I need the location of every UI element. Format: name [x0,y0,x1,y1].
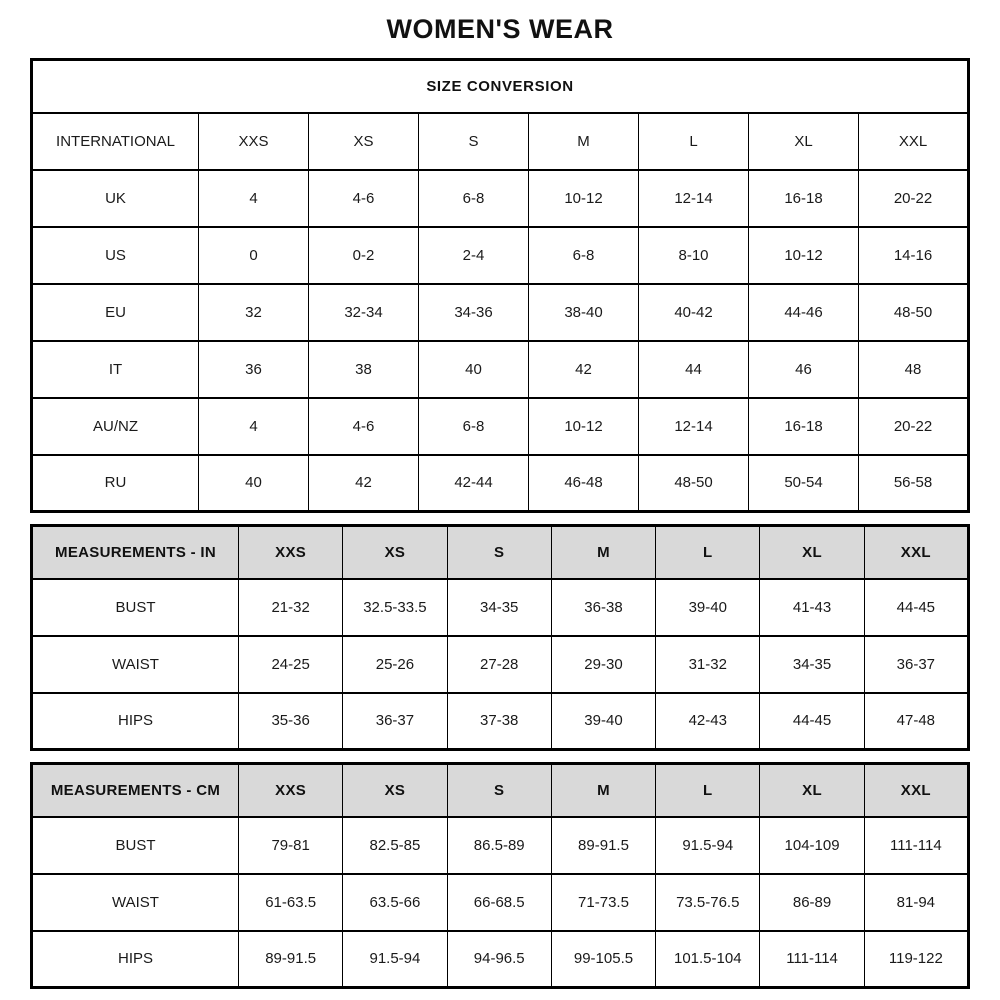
cell: 94-96.5 [447,931,551,988]
row-label: US [32,227,199,284]
measurements-in-table [30,524,970,751]
cell: 12-14 [639,170,749,227]
cell: 41-43 [760,579,864,636]
table-header-row [32,113,969,170]
cell: 36-37 [343,693,447,750]
cell: 73.5-76.5 [656,874,760,931]
column-header-international: INTERNATIONAL [32,113,199,170]
table-row-uk [32,170,969,227]
cell: 82.5-85 [343,817,447,874]
cell: 34-35 [447,579,551,636]
cell: 6-8 [529,227,639,284]
cell: 39-40 [551,693,655,750]
column-header-xxl: XXL [859,113,969,170]
cell: 16-18 [749,170,859,227]
cell: 8-10 [639,227,749,284]
cell: 4-6 [309,398,419,455]
column-header-l: L [656,526,760,579]
cell: 46-48 [529,455,639,512]
column-header-s: S [447,526,551,579]
row-label: BUST [32,579,239,636]
cell: 81-94 [864,874,968,931]
cell: 4-6 [309,170,419,227]
cell: 27-28 [447,636,551,693]
row-label: BUST [32,817,239,874]
column-header-xxs: XXS [199,113,309,170]
table-row-bust [32,817,969,874]
row-label: HIPS [32,931,239,988]
column-header-xxl: XXL [864,764,968,817]
cell: 10-12 [529,170,639,227]
cell: 89-91.5 [551,817,655,874]
cell: 79-81 [239,817,343,874]
cell: 16-18 [749,398,859,455]
cell: 10-12 [749,227,859,284]
column-header-xs: XS [309,113,419,170]
cell: 63.5-66 [343,874,447,931]
table-row-bust [32,579,969,636]
column-header-xl: XL [760,526,864,579]
cell: 42 [529,341,639,398]
cell: 42-43 [656,693,760,750]
cell: 91.5-94 [343,931,447,988]
row-label: WAIST [32,636,239,693]
cell: 38 [309,341,419,398]
cell: 4 [199,170,309,227]
column-header-s: S [419,113,529,170]
row-label: UK [32,170,199,227]
cell: 44-45 [760,693,864,750]
cell: 35-36 [239,693,343,750]
cell: 47-48 [864,693,968,750]
column-header-l: L [639,113,749,170]
cell: 44-45 [864,579,968,636]
table-header-row [32,526,969,579]
cell: 6-8 [419,398,529,455]
cell: 36-38 [551,579,655,636]
table-row-aunz [32,398,969,455]
cell: 34-35 [760,636,864,693]
cell: 48-50 [639,455,749,512]
measurements-cm-title: MEASUREMENTS - CM [32,764,239,817]
cell: 119-122 [864,931,968,988]
cell: 12-14 [639,398,749,455]
column-header-xl: XL [749,113,859,170]
cell: 48-50 [859,284,969,341]
column-header-xs: XS [343,526,447,579]
column-header-m: M [551,526,655,579]
cell: 39-40 [656,579,760,636]
cell: 36 [199,341,309,398]
cell: 99-105.5 [551,931,655,988]
table-header-row [32,764,969,817]
table-caption-row [32,60,969,113]
cell: 29-30 [551,636,655,693]
table-row-hips [32,693,969,750]
cell: 44-46 [749,284,859,341]
column-header-xxs: XXS [239,764,343,817]
size-conversion-table [30,58,970,513]
cell: 20-22 [859,398,969,455]
cell: 37-38 [447,693,551,750]
cell: 36-37 [864,636,968,693]
cell: 2-4 [419,227,529,284]
cell: 42-44 [419,455,529,512]
cell: 14-16 [859,227,969,284]
cell: 86-89 [760,874,864,931]
page-title: WOMEN'S WEAR [386,14,614,44]
cell: 24-25 [239,636,343,693]
table-row-it [32,341,969,398]
table-row-eu [32,284,969,341]
cell: 38-40 [529,284,639,341]
column-header-m: M [529,113,639,170]
cell: 50-54 [749,455,859,512]
cell: 66-68.5 [447,874,551,931]
cell: 91.5-94 [656,817,760,874]
cell: 40-42 [639,284,749,341]
column-header-l: L [656,764,760,817]
cell: 10-12 [529,398,639,455]
cell: 46 [749,341,859,398]
cell: 32 [199,284,309,341]
cell: 0-2 [309,227,419,284]
cell: 20-22 [859,170,969,227]
row-label: RU [32,455,199,512]
cell: 101.5-104 [656,931,760,988]
cell: 71-73.5 [551,874,655,931]
cell: 56-58 [859,455,969,512]
column-header-xxs: XXS [239,526,343,579]
row-label: HIPS [32,693,239,750]
column-header-m: M [551,764,655,817]
cell: 89-91.5 [239,931,343,988]
cell: 32.5-33.5 [343,579,447,636]
table-row-waist [32,874,969,931]
cell: 44 [639,341,749,398]
cell: 104-109 [760,817,864,874]
row-label: IT [32,341,199,398]
size-conversion-title: SIZE CONVERSION [32,60,969,113]
table-row-us [32,227,969,284]
cell: 32-34 [309,284,419,341]
cell: 86.5-89 [447,817,551,874]
column-header-xl: XL [760,764,864,817]
cell: 31-32 [656,636,760,693]
cell: 4 [199,398,309,455]
row-label: WAIST [32,874,239,931]
cell: 61-63.5 [239,874,343,931]
cell: 25-26 [343,636,447,693]
cell: 40 [199,455,309,512]
column-header-xxl: XXL [864,526,968,579]
cell: 34-36 [419,284,529,341]
cell: 40 [419,341,529,398]
cell: 111-114 [760,931,864,988]
column-header-s: S [447,764,551,817]
row-label: AU/NZ [32,398,199,455]
table-row-ru [32,455,969,512]
measurements-cm-table [30,762,970,989]
cell: 48 [859,341,969,398]
column-header-xs: XS [343,764,447,817]
cell: 0 [199,227,309,284]
cell: 21-32 [239,579,343,636]
table-row-hips [32,931,969,988]
measurements-in-title: MEASUREMENTS - IN [32,526,239,579]
cell: 6-8 [419,170,529,227]
cell: 111-114 [864,817,968,874]
row-label: EU [32,284,199,341]
table-row-waist [32,636,969,693]
cell: 42 [309,455,419,512]
